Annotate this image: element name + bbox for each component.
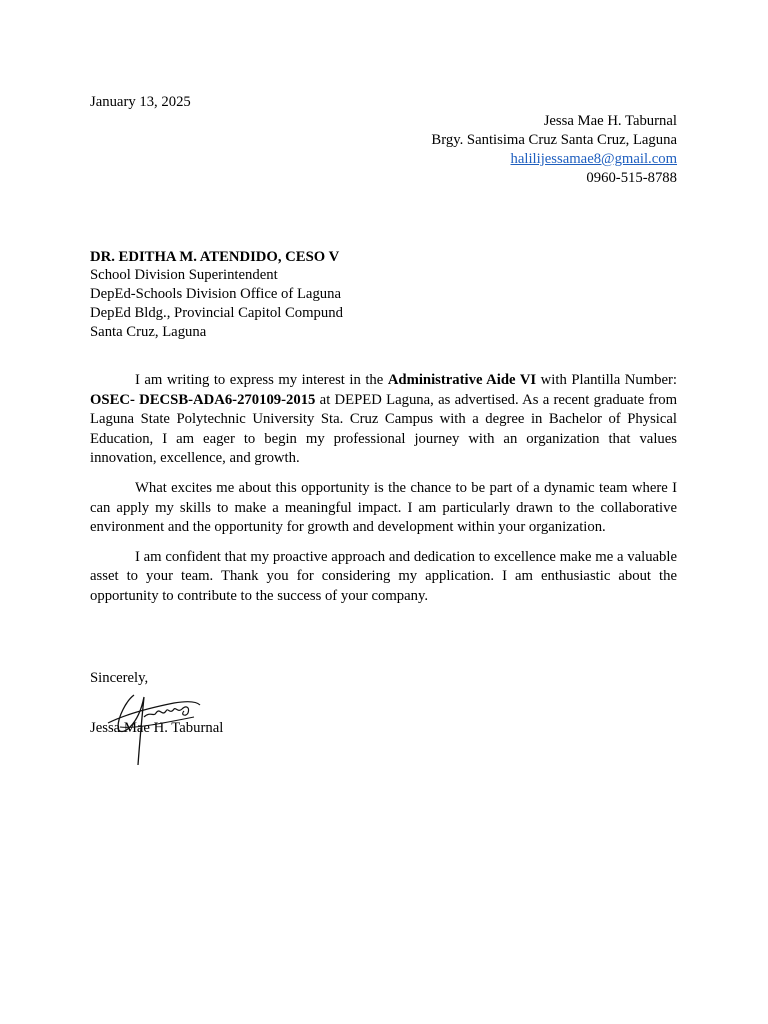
closing: Sincerely, bbox=[90, 669, 149, 686]
recipient-office: DepEd-Schools Division Office of Laguna bbox=[90, 286, 341, 303]
sender-name: Jessa Mae H. Taburnal bbox=[543, 112, 677, 129]
recipient-block bbox=[90, 248, 677, 343]
body-paragraph-3: I am confident that my proactive approach and dedication to excellence make me a valuable asset to your team. Thank you for considering my application. I am enthusiastic about the opportunity to contribute to the success of your company. bbox=[90, 548, 677, 604]
sender-block bbox=[90, 112, 677, 188]
recipient-building: DepEd Bldg., Provincial Capitol Compund bbox=[90, 305, 343, 322]
plantilla-number: OSEC- DECSB-ADA6-270109-2015 bbox=[90, 391, 316, 408]
handwritten-signature bbox=[104, 687, 204, 767]
recipient-name: DR. EDITHA M. ATENDIDO, CESO V bbox=[90, 248, 340, 265]
letter-body bbox=[90, 371, 677, 607]
signature-block bbox=[90, 719, 677, 779]
body-paragraph-1 bbox=[90, 371, 677, 469]
position-title: Administrative Aide VI bbox=[387, 372, 537, 389]
body-paragraph-2: What excites me about this opportunity is the chance to be part of a dynamic team where I can apply my skills to make a meaningful impact. I am particularly drawn to the collaborative environment and the opportunity for growth and development within your organization. bbox=[90, 480, 677, 536]
p1-text-b: with Plantilla Number: bbox=[536, 372, 678, 389]
p1-text-c: at DEPED Laguna, as advertised. As a recent graduate from Laguna State Polytechnic University Sta. Cruz Campus with a degree in Bachelor of Physical Education, I am eager to begin my professional journey with an organization that values innovation, excellence, and growth. bbox=[90, 391, 677, 467]
p1-text-a: I am writing to express my interest in the bbox=[135, 372, 388, 389]
recipient-city: Santa Cruz, Laguna bbox=[90, 324, 207, 341]
sender-phone: 0960-515-8788 bbox=[586, 169, 677, 186]
sender-address: Brgy. Santisima Cruz Santa Cruz, Laguna bbox=[431, 131, 677, 148]
recipient-title: School Division Superintendent bbox=[90, 267, 278, 284]
signature-name: Jessa Mae H. Taburnal bbox=[90, 719, 224, 736]
letter-date: January 13, 2025 bbox=[90, 94, 191, 110]
sender-email-link[interactable]: halilijessamae8@gmail.com bbox=[510, 150, 677, 167]
letter-page bbox=[90, 93, 677, 779]
